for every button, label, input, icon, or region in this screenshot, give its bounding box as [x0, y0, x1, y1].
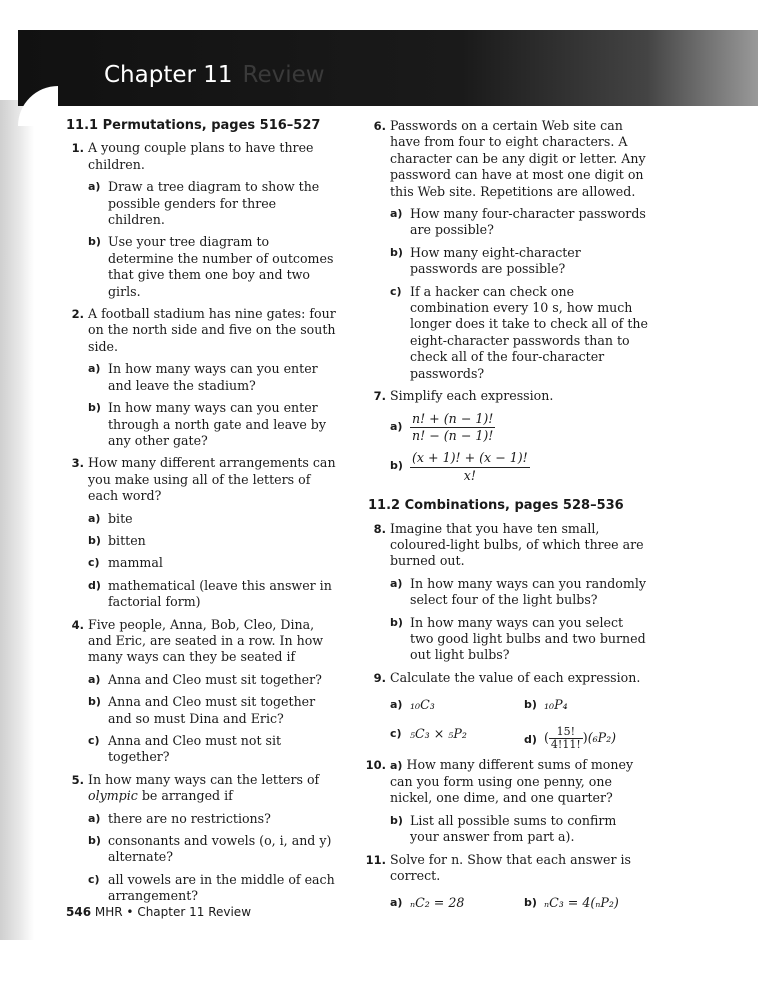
question-11-row	[368, 889, 648, 917]
page-number: 546	[66, 905, 92, 919]
question-text: How many different arrangements can you make using all of the letters of each word?	[88, 455, 336, 504]
part-label: c)	[88, 734, 100, 747]
question-3d	[66, 578, 336, 611]
question-6b	[368, 245, 648, 278]
question-text: Five people, Anna, Bob, Cleo, Dina, and Eric, are seated in a row. In how many ways can they be seated if	[88, 616, 324, 665]
part-text: In how many ways can you enter through a north gate and leave by any other gate?	[108, 400, 326, 448]
part-text: How many eight-character passwords are possible?	[410, 244, 581, 277]
part-label: b)	[524, 896, 537, 910]
question-3	[66, 455, 336, 504]
chapter-title	[104, 62, 325, 88]
fraction	[410, 411, 495, 445]
question-text: Imagine that you have ten small, coloured-light bulbs, of which three are burned out.	[390, 520, 644, 569]
question-5a	[66, 811, 336, 827]
question-2b	[66, 400, 336, 449]
question-9a	[368, 697, 514, 713]
fraction	[549, 726, 583, 751]
fraction-denominator: x!	[463, 467, 476, 483]
part-text: Anna and Cleo must not sit together?	[108, 733, 282, 765]
question-text-part: be arranged if	[141, 788, 233, 804]
part-label: b)	[524, 698, 537, 712]
question-8b	[368, 615, 648, 664]
part-label: a)	[390, 419, 403, 433]
part-label: b)	[88, 235, 101, 249]
fraction-denominator: n! − (n − 1)!	[412, 427, 494, 443]
part-label: d)	[88, 578, 101, 592]
question-2a	[66, 361, 336, 394]
part-text: consonants and vowels (o, i, and y) alternate?	[108, 833, 332, 865]
question-5b	[66, 833, 336, 866]
part-label: b)	[390, 245, 403, 259]
question-number: 9.	[373, 670, 386, 685]
part-expression: ₙC₂ = 28	[410, 895, 465, 911]
section-heading-combinations: 11.2 Combinations, pages 528–536	[368, 498, 624, 514]
part-text: In how many ways can you randomly select four of the light bulbs?	[410, 575, 646, 608]
part-text: How many four-character passwords are possible?	[410, 206, 646, 238]
fraction-numerator: 15!	[549, 726, 583, 739]
question-text: A football stadium has nine gates: four on the north side and five on the south side.	[88, 306, 336, 354]
part-text: bitten	[108, 532, 146, 548]
right-column	[365, 118, 648, 918]
part-text: Use your tree diagram to determine the number of outcomes that give them one boy and two girls.	[108, 234, 334, 299]
question-6c	[368, 284, 648, 382]
page-edge-shadow	[0, 100, 34, 940]
part-label: a)	[88, 672, 101, 686]
part-label: a)	[390, 758, 403, 772]
paren-open: (	[544, 729, 549, 745]
question-number: 5.	[71, 772, 84, 787]
question-text: Simplify each expression.	[390, 388, 554, 404]
part-label: a)	[88, 180, 101, 194]
question-1a	[66, 179, 336, 228]
question-number: 7.	[373, 389, 386, 404]
question-1	[66, 140, 336, 173]
question-text	[88, 772, 336, 805]
part-label: c)	[390, 726, 402, 740]
question-8	[368, 521, 648, 570]
question-4c	[66, 733, 336, 766]
question-number: 2.	[71, 307, 84, 322]
question-4	[66, 617, 336, 666]
question-9d	[514, 726, 648, 751]
question-10b	[368, 813, 648, 846]
part-expression: (₆P₂)	[587, 729, 617, 745]
question-2	[66, 306, 336, 355]
question-9-row-1	[368, 691, 648, 719]
question-word: olympic	[88, 788, 138, 804]
part-label: c)	[88, 872, 100, 886]
part-text: If a hacker can check one combination every 10 s, how much longer does it take to check all of the eight-character passwords than to check all of the four-character passwords?	[410, 283, 648, 381]
question-7a	[368, 411, 648, 445]
question-text: Calculate the value of each expression.	[390, 669, 641, 685]
chapter-ghost-text: Review	[242, 62, 325, 88]
question-text-part: In how many ways can the letters of	[88, 771, 320, 787]
part-expression: ₁₀P₄	[544, 697, 568, 713]
paren-close: )	[582, 729, 588, 745]
part-text: there are no restrictions?	[108, 810, 271, 826]
part-label: a)	[390, 576, 403, 590]
part-label: c)	[88, 556, 100, 570]
question-number: 3.	[71, 456, 84, 471]
question-number: 11.	[365, 852, 386, 867]
question-11b	[514, 895, 648, 911]
page-footer	[66, 905, 251, 919]
question-7b	[368, 450, 648, 484]
question-number: 4.	[71, 617, 84, 632]
part-text: mammal	[108, 555, 163, 571]
part-label: c)	[390, 284, 402, 298]
part-text: In how many ways can you enter and leave the stadium?	[108, 361, 318, 393]
section-heading-permutations: 11.1 Permutations, pages 516–527	[66, 118, 321, 133]
part-label: a)	[88, 511, 101, 525]
question-5	[66, 772, 336, 805]
part-label: a)	[390, 698, 403, 712]
question-11a	[368, 895, 514, 911]
part-label: b)	[390, 615, 403, 629]
question-8a	[368, 576, 648, 609]
part-text: bite	[108, 510, 133, 526]
part-label: b)	[88, 834, 101, 848]
question-number: 1.	[71, 141, 84, 156]
question-number: 8.	[373, 521, 386, 536]
question-9c	[368, 726, 514, 751]
question-number: 6.	[373, 119, 386, 133]
question-6	[368, 118, 648, 200]
part-text: mathematical (leave this answer in factorial form)	[108, 577, 332, 610]
part-label: b)	[390, 459, 403, 473]
part-text: In how many ways can you select two good light bulbs and two burned out light bulbs?	[410, 614, 646, 663]
part-text: Anna and Cleo must sit together?	[108, 671, 322, 687]
question-9b	[514, 697, 648, 713]
part-text: Draw a tree diagram to show the possible genders for three children.	[108, 179, 320, 228]
part-label: d)	[524, 732, 537, 746]
question-text: A young couple plans to have three children.	[88, 140, 314, 172]
part-expression: ₙC₃ = 4(ₙP₂)	[544, 895, 619, 911]
question-text: Passwords on a certain Web site can have from four to eight characters. A character can be any digit or letter. Any password can have at most one digit on this Web site. Repetitions are allowed.	[390, 118, 646, 199]
fraction-denominator: 4!11!	[550, 737, 581, 751]
question-10	[365, 756, 648, 807]
question-11	[365, 851, 648, 885]
question-4b	[66, 694, 336, 727]
part-label: a)	[390, 207, 403, 221]
left-column	[66, 118, 336, 911]
part-label: b)	[88, 695, 101, 709]
part-label: a)	[88, 811, 101, 825]
question-7	[368, 388, 648, 404]
part-label: a)	[390, 896, 403, 910]
footer-text: MHR • Chapter 11 Review	[94, 905, 252, 919]
part-text: Anna and Cleo must sit together and so must Dina and Eric?	[108, 694, 316, 726]
fraction-numerator: n! + (n − 1)!	[410, 411, 495, 428]
part-label: b)	[88, 401, 101, 415]
question-1b	[66, 234, 336, 300]
fraction	[410, 450, 530, 484]
part-label: b)	[390, 813, 403, 827]
question-text	[390, 757, 648, 807]
part-expression: ₅C₃ × ₅P₂	[410, 725, 467, 741]
question-4a	[66, 672, 336, 688]
question-9-row-2	[368, 720, 648, 757]
part-text: How many different sums of money can you form using one penny, one nickel, one dime, and one quarter?	[390, 756, 634, 806]
part-text: all vowels are in the middle of each arrangement?	[108, 871, 335, 904]
question-3b	[66, 533, 336, 549]
part-expression: ₁₀C₃	[410, 697, 435, 713]
part-label: a)	[88, 362, 101, 376]
question-3c	[66, 555, 336, 571]
chapter-name: Chapter 11	[104, 62, 233, 88]
part-text: List all possible sums to confirm your answer from part a).	[410, 812, 617, 845]
question-9	[368, 670, 648, 686]
question-5c	[66, 872, 336, 905]
question-number: 10.	[365, 757, 386, 772]
part-label: b)	[88, 533, 101, 547]
question-3a	[66, 511, 336, 527]
fraction-numerator: (x + 1)! + (x − 1)!	[410, 450, 530, 467]
question-6a	[368, 206, 648, 239]
question-text: Solve for n. Show that each answer is correct.	[390, 851, 631, 884]
